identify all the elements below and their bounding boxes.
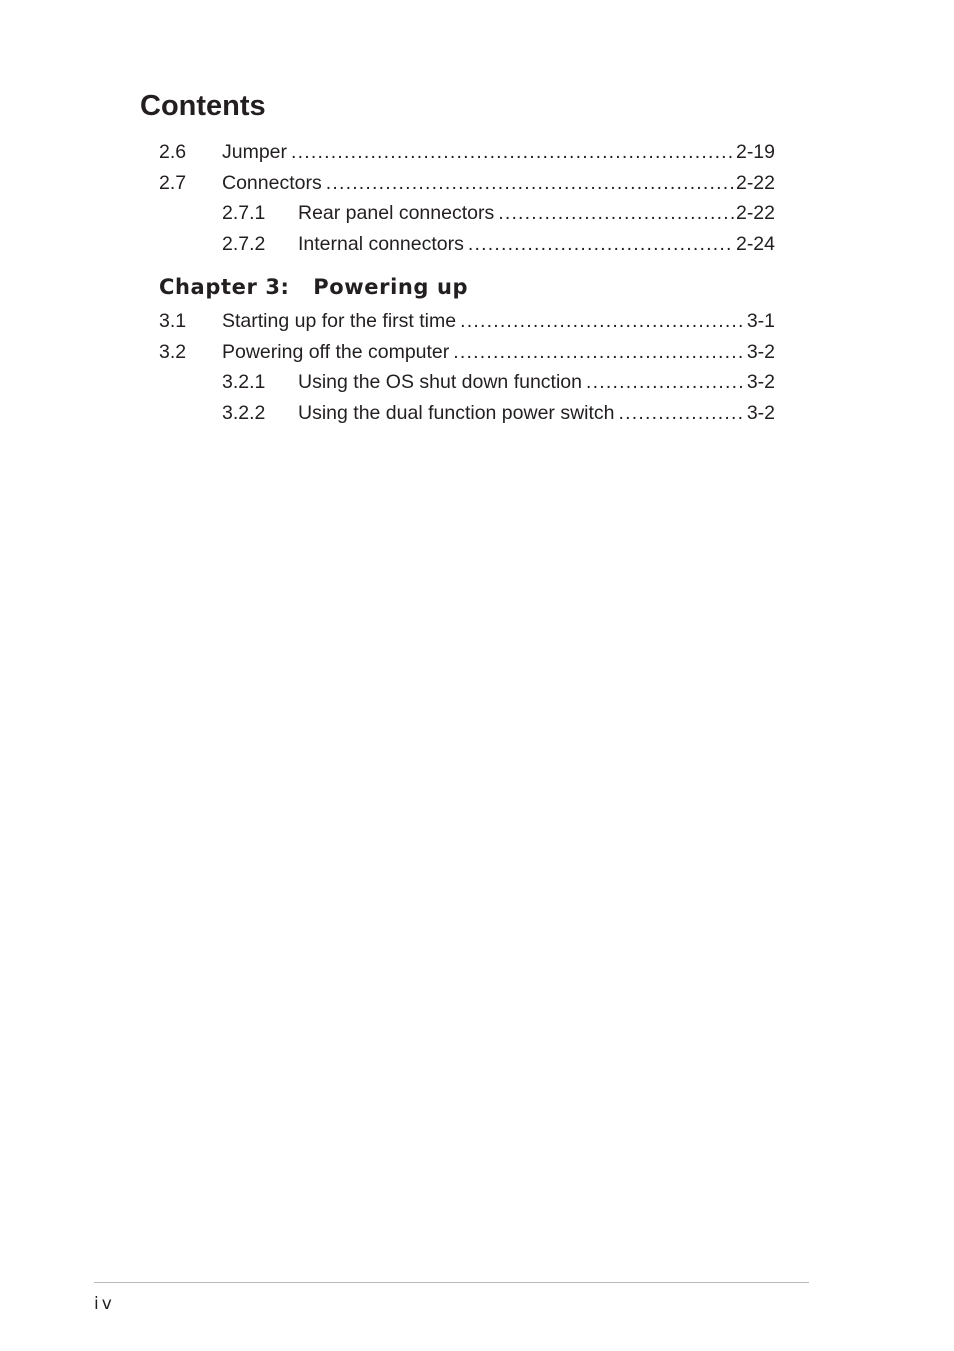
- chapter-heading: Chapter 3: Powering up: [159, 275, 469, 299]
- toc-section-3: [159, 306, 775, 428]
- toc-entry-label: Powering off the computer: [222, 340, 450, 363]
- toc-entry-label: Rear panel connectors: [298, 202, 495, 225]
- toc-entry-3-2-2[interactable]: [159, 398, 775, 429]
- toc-entry-3-1[interactable]: [159, 306, 775, 337]
- toc-dot-leader: [619, 398, 745, 429]
- toc-dot-leader: [453, 337, 745, 368]
- toc-entry-number: 2.7: [159, 171, 187, 194]
- toc-entry-number: 3.1: [159, 310, 187, 332]
- toc-entry-label: Using the dual function power switch: [298, 401, 615, 424]
- toc-dot-leader: [498, 198, 734, 229]
- toc-entry-page: 2-24: [735, 232, 775, 255]
- toc-entry-number: 2.6: [159, 141, 187, 163]
- toc-entry-2-7[interactable]: [159, 168, 775, 199]
- toc-dot-leader: [460, 306, 745, 337]
- toc-entry-page: 2-22: [735, 202, 775, 225]
- toc-dot-leader: [468, 229, 734, 260]
- toc-entry-page: 2-19: [735, 141, 775, 163]
- toc-entry-label: Using the OS shut down function: [298, 371, 582, 394]
- toc-dot-leader: [291, 137, 734, 168]
- toc-entry-page: 2-22: [735, 171, 775, 194]
- toc-entry-label: Starting up for the first time: [222, 310, 457, 332]
- toc-entry-page: 3-2: [746, 401, 775, 424]
- toc-entry-page: 3-2: [746, 340, 775, 363]
- toc-entry-2-7-1[interactable]: [159, 198, 775, 229]
- footer-divider: [94, 1282, 809, 1283]
- toc-entry-page: 3-2: [746, 371, 775, 394]
- page-number: iv: [94, 1294, 115, 1314]
- toc-entry-3-2[interactable]: [159, 337, 775, 368]
- page-title: Contents: [140, 90, 266, 122]
- toc-entry-number: 2.7.2: [222, 232, 266, 255]
- toc-entry-2-6[interactable]: [159, 137, 775, 168]
- toc-entry-3-2-1[interactable]: [159, 367, 775, 398]
- toc-entry-page: 3-1: [746, 310, 775, 332]
- toc-entry-number: 3.2.2: [222, 401, 266, 424]
- toc-dot-leader: [326, 168, 734, 199]
- toc-dot-leader: [586, 367, 745, 398]
- toc-entry-number: 3.2.1: [222, 371, 266, 394]
- toc-entry-number: 3.2: [159, 340, 187, 363]
- toc-section-2: [159, 137, 775, 259]
- toc-entry-label: Internal connectors: [298, 232, 464, 255]
- toc-entry-2-7-2[interactable]: [159, 229, 775, 260]
- toc-entry-number: 2.7.1: [222, 202, 266, 225]
- toc-entry-label: Connectors: [222, 171, 322, 194]
- toc-entry-label: Jumper: [222, 141, 288, 163]
